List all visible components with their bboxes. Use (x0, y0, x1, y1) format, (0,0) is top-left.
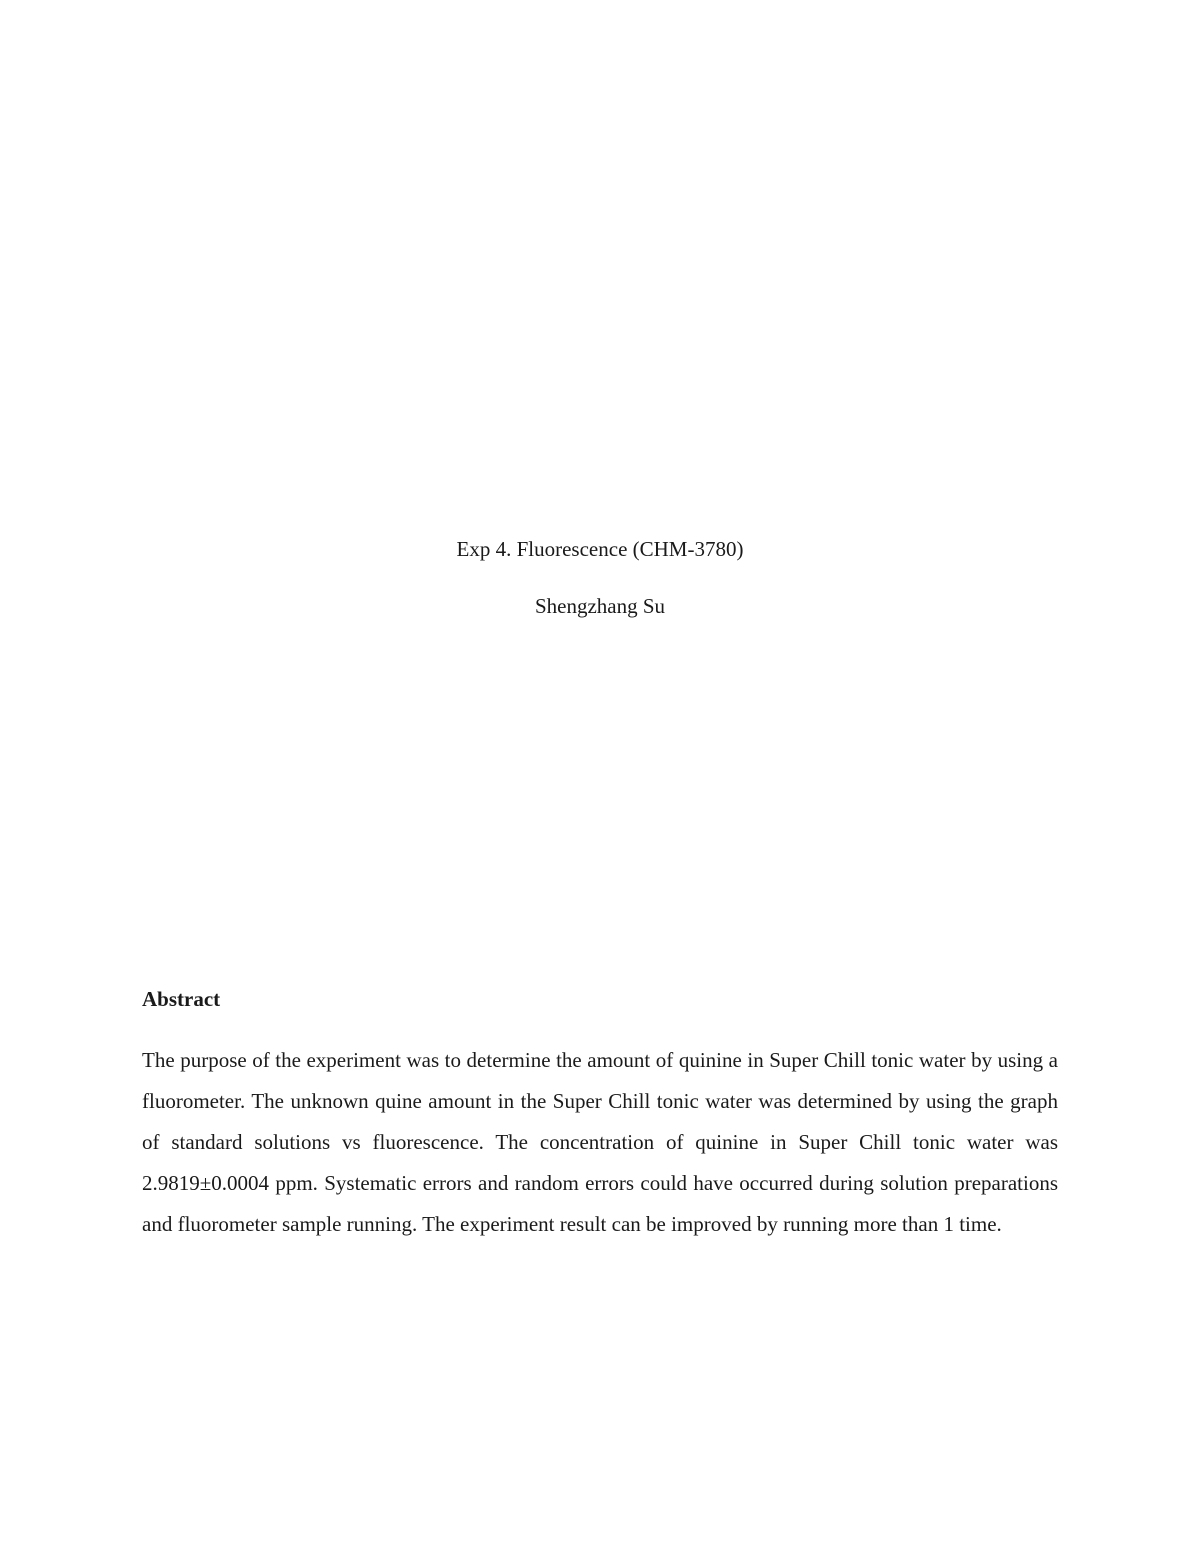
document-title: Exp 4. Fluorescence (CHM-3780) (456, 537, 744, 561)
document-author: Shengzhang Su (534, 594, 666, 618)
abstract-heading: Abstract (142, 987, 221, 1011)
title-block (0, 534, 1200, 621)
abstract-body: The purpose of the experiment was to determine the amount of quinine in Super Chill tonic water by using a fluorometer. The unknown quine amount in the Super Chill tonic water was determined by using the graph of standard solutions vs fluorescence. The concentration of quinine in Super Chill tonic water was 2.9819±0.0004 ppm. Systematic errors and random errors could have occurred during solution preparations and fluorometer sample running. The experiment result can be improved by running more than 1 time. (142, 1048, 1058, 1236)
